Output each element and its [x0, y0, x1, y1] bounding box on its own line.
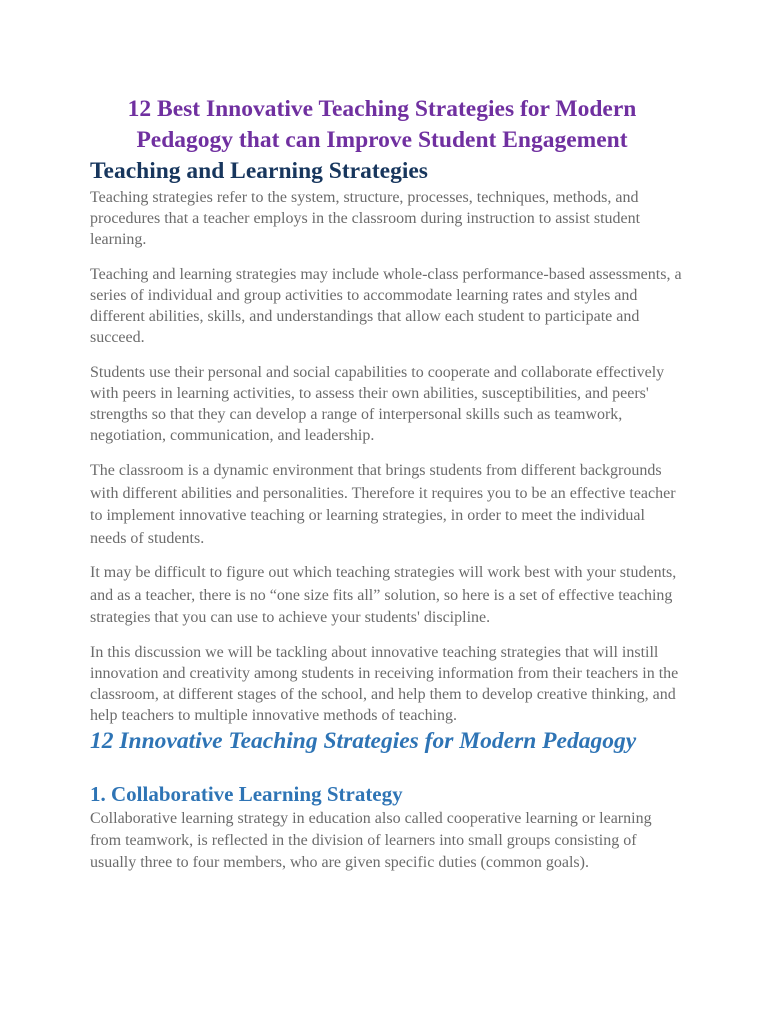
document-title: 12 Best Innovative Teaching Strategies for Modern Pedagogy that can Improve Student Engagement	[127, 96, 637, 153]
subsection-heading-collaborative: 1. Collaborative Learning Strategy	[90, 781, 403, 806]
section-heading-12-strategies: 12 Innovative Teaching Strategies for Modern Pedagogy	[90, 727, 637, 754]
paragraph-6: In this discussion we will be tackling about innovative teaching strategies that will instill innovation and creativity among students in receiving information from their teachers in the classroom, at different stages of the school, and help them to develop creative thinking, and help teachers to multiple innovative methods of teaching.	[90, 643, 679, 724]
paragraph-5: It may be difficult to figure out which teaching strategies will work best with your students, and as a teacher, there is no “one size fits all” solution, so here is a set of effective teaching strategies that you can use to achieve your students' discipline.	[90, 564, 677, 626]
paragraph-4: The classroom is a dynamic environment that brings students from different backgrounds with different abilities and personalities. Therefore it requires you to be an effective teacher to implement innovative teaching or learning strategies, in order to meet the individual needs of students.	[90, 462, 676, 547]
paragraph-collaborative: Collaborative learning strategy in education also called cooperative learning or learning from teamwork, is reflected in the division of learners into small groups consisting of usually three to four members, who are given specific duties (common goals).	[90, 809, 652, 871]
document-page	[90, 94, 682, 874]
paragraph-2: Teaching and learning strategies may include whole-class performance-based assessments, a series of individual and group activities to accommodate learning rates and styles and different abilities, skills, and understandings that allow each student to participate and succeed.	[90, 266, 682, 346]
paragraph-3: Students use their personal and social capabilities to cooperate and collaborate effectively with peers in learning activities, to assess their own abilities, susceptibilities, and peers' strengths so that they can develop a range of interpersonal skills such as teamwork, negotiation, communication, and leadership.	[90, 364, 665, 444]
section-heading-teaching-learning: Teaching and Learning Strategies	[90, 158, 428, 184]
paragraph-1: Teaching strategies refer to the system, structure, processes, techniques, methods, and procedures that a teacher employs in the classroom during instruction to assist student learning.	[90, 189, 641, 248]
